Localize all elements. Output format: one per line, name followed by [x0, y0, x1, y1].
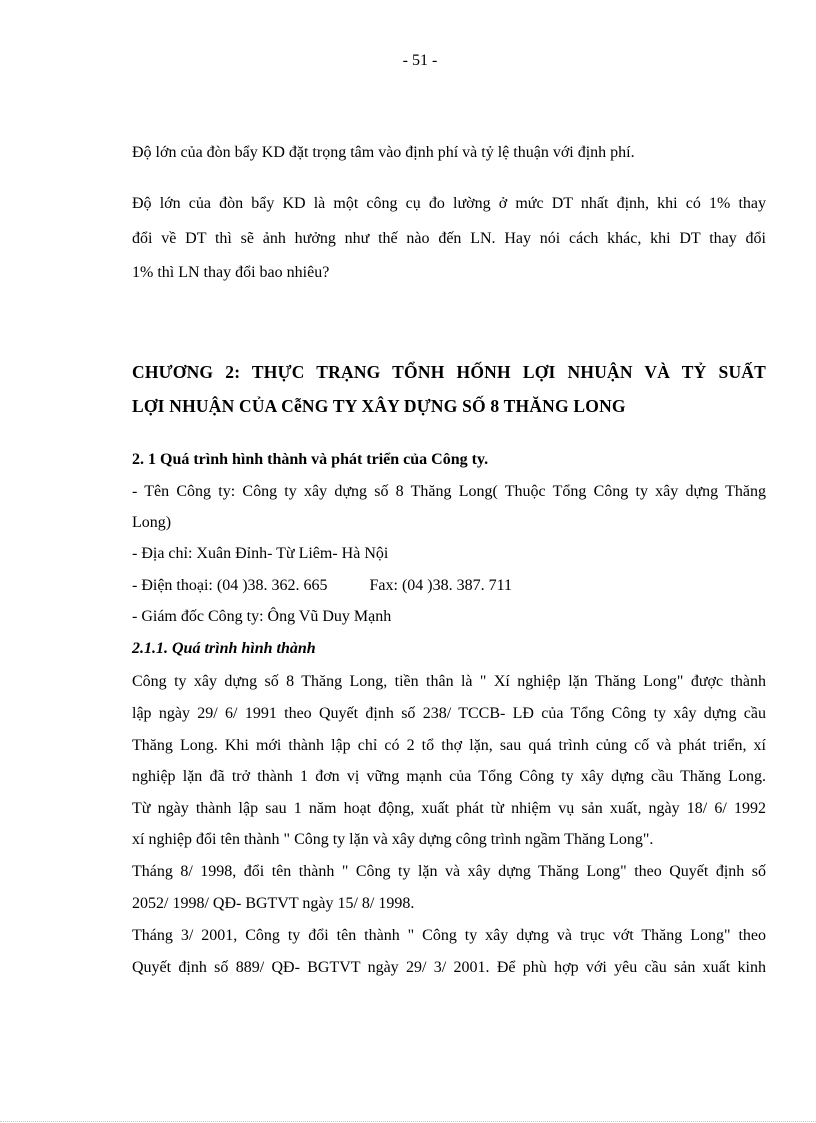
history-line-7: Tháng 8/ 1998, đổi tên thành " Công ty lặn và xây dựng Thăng Long" theo Quyết định số	[132, 863, 766, 880]
page-number: - 51 -	[402, 52, 438, 69]
history-line-3: Thăng Long. Khi mới thành lập chỉ có 2 tổ thợ lặn, sau quá trình củng cố và phát triển, xí	[132, 737, 766, 754]
company-phone: - Điện thoại: (04 )38. 362. 665	[132, 577, 328, 594]
intro-paragraph-2-line-1: Độ lớn của đòn bẩy KD là một công cụ đo lường ở mức DT nhất định, khi có 1% thay	[132, 195, 766, 212]
intro-paragraph-2-line-3: 1% thì LN thay đổi bao nhiêu?	[132, 264, 330, 281]
history-line-1: Công ty xây dựng số 8 Thăng Long, tiền thân là " Xí nghiệp lặn Thăng Long" được thành	[132, 673, 766, 690]
section-heading: 2. 1 Quá trình hình thành và phát triển của Công ty.	[132, 451, 489, 468]
company-address: - Địa chỉ: Xuân Đỉnh- Từ Liêm- Hà Nội	[132, 545, 389, 562]
history-line-4: nghiệp lặn đã trở thành 1 đơn vị vững mạnh của Tổng Công ty xây dựng cầu Thăng Long.	[132, 768, 766, 785]
company-fax: Fax: (04 )38. 387. 711	[369, 577, 513, 594]
company-contact	[132, 576, 766, 596]
history-line-9: Tháng 3/ 2001, Công ty đổi tên thành " Công ty xây dựng và trục vớt Thăng Long" theo	[132, 927, 766, 944]
intro-paragraph-1: Độ lớn của đòn bẩy KD đặt trọng tâm vào định phí và tỷ lệ thuận với định phí.	[132, 144, 635, 161]
history-line-2: lập ngày 29/ 6/ 1991 theo Quyết định số 238/ TCCB- LĐ của Tổng Công ty xây dựng cầu	[132, 705, 766, 722]
history-line-10: Quyết định số 889/ QĐ- BGTVT ngày 29/ 3/ 2001. Để phù hợp với yêu cầu sản xuất kinh	[132, 959, 766, 976]
history-line-8: 2052/ 1998/ QĐ- BGTVT ngày 15/ 8/ 1998.	[132, 895, 415, 912]
chapter-title-line-2: LỢI NHUẬN CỦA CễNG TY XÂY DỰNG SỐ 8 THĂNG LONG	[132, 396, 626, 416]
chapter-title-line-1: CHƯƠNG 2: THỰC TRẠNG TỔNH HỐNH LỢI NHUẬN VÀ TỶ SUẤT	[132, 362, 766, 382]
history-line-5: Từ ngày thành lập sau 1 năm hoạt động, xuất phát từ nhiệm vụ sản xuất, ngày 18/ 6/ 1992	[132, 800, 766, 817]
company-name-line-1: - Tên Công ty: Công ty xây dựng số 8 Thăng Long( Thuộc Tổng Công ty xây dựng Thăng	[132, 483, 766, 500]
history-line-6: xí nghiệp đổi tên thành " Công ty lặn và xây dựng công trình ngầm Thăng Long".	[132, 831, 654, 848]
subsection-heading: 2.1.1. Quá trình hình thành	[132, 640, 316, 657]
company-name-line-2: Long)	[132, 514, 172, 531]
intro-paragraph-2-line-2: đổi về DT thì sẽ ảnh hưởng như thế nào đến LN. Hay nói cách khác, khi DT thay đổi	[132, 230, 766, 247]
company-director: - Giám đốc Công ty: Ông Vũ Duy Mạnh	[132, 608, 392, 625]
